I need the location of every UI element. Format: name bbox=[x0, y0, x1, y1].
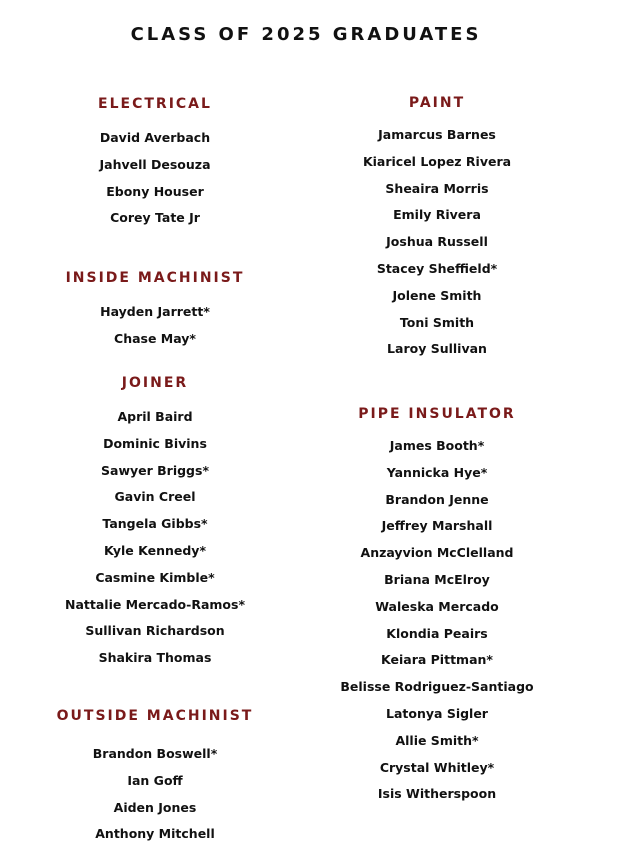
page-title: CLASS OF 2025 GRADUATES bbox=[130, 24, 482, 45]
name-list bbox=[30, 741, 280, 848]
section-paint bbox=[312, 93, 562, 363]
graduate-name: Jahvell Desouza bbox=[99, 156, 211, 172]
graduate-name: Casmine Kimble* bbox=[95, 569, 215, 585]
graduate-name: Sullivan Richardson bbox=[85, 623, 225, 639]
graduate-name: Laroy Sullivan bbox=[387, 341, 487, 357]
name-list bbox=[30, 125, 280, 232]
graduate-name: Ian Goff bbox=[127, 772, 183, 788]
graduate-name: Joshua Russell bbox=[386, 234, 488, 250]
graduate-name: Kyle Kennedy* bbox=[103, 542, 206, 558]
graduate-name: Brandon Boswell* bbox=[92, 746, 218, 761]
section-heading: PAINT bbox=[408, 95, 466, 111]
section-heading: INSIDE MACHINIST bbox=[65, 270, 245, 286]
graduate-name: Jeffrey Marshall bbox=[381, 518, 493, 534]
name-list bbox=[312, 122, 562, 363]
graduate-name: Corey Tate Jr bbox=[110, 210, 200, 226]
graduate-name: Sheaira Morris bbox=[385, 180, 489, 196]
graduate-name: Crystal Whitley* bbox=[379, 759, 495, 775]
graduate-name: Hayden Jarrett* bbox=[100, 304, 210, 319]
section-heading: JOINER bbox=[121, 375, 189, 391]
section-pipe-insulator bbox=[312, 404, 562, 808]
section-electrical bbox=[30, 94, 280, 232]
graduate-name: Aiden Jones bbox=[113, 799, 197, 815]
section-outside-machinist bbox=[30, 706, 280, 848]
graduate-name: Brandon Jenne bbox=[385, 491, 489, 507]
graduate-name: Chase May* bbox=[114, 330, 196, 346]
graduate-name: Latonya Sigler bbox=[386, 705, 488, 721]
section-heading: ELECTRICAL bbox=[98, 96, 212, 112]
section-joiner bbox=[30, 373, 280, 672]
graduate-name: Sawyer Briggs* bbox=[101, 462, 209, 478]
graduate-name: Shakira Thomas bbox=[98, 650, 212, 666]
graduate-name: Waleska Mercado bbox=[375, 598, 499, 614]
graduate-name: Keiara Pittman* bbox=[381, 652, 493, 668]
name-list bbox=[30, 404, 280, 672]
graduate-name: Tangela Gibbs* bbox=[102, 516, 208, 532]
graduate-name: Yannicka Hye* bbox=[386, 464, 488, 480]
graduate-name: Anzayvion McClelland bbox=[360, 545, 514, 561]
graduate-name: Nattalie Mercado-Ramos* bbox=[65, 596, 245, 612]
graduate-name: Isis Witherspoon bbox=[377, 786, 497, 802]
section-heading: PIPE INSULATOR bbox=[358, 406, 516, 422]
graduate-name: David Averbach bbox=[99, 130, 211, 145]
graduate-name: Dominic Bivins bbox=[103, 435, 207, 451]
name-list bbox=[30, 299, 280, 353]
graduate-name: Klondia Peairs bbox=[386, 625, 488, 641]
graduate-name: Allie Smith* bbox=[395, 732, 479, 748]
graduate-name: Ebony Houser bbox=[106, 183, 204, 199]
graduate-name: Gavin Creel bbox=[114, 489, 196, 505]
section-inside-machinist bbox=[30, 268, 280, 353]
graduate-name: Emily Rivera bbox=[393, 207, 481, 223]
graduate-name: Belisse Rodriguez-Santiago bbox=[340, 679, 534, 695]
graduate-name: April Baird bbox=[117, 409, 193, 424]
graduate-name: Stacey Sheffield* bbox=[376, 260, 498, 276]
graduate-name: Jolene Smith bbox=[392, 287, 482, 303]
graduate-name: Jamarcus Barnes bbox=[378, 127, 496, 142]
graduate-name: Briana McElroy bbox=[384, 571, 490, 587]
graduate-name: James Booth* bbox=[389, 438, 485, 453]
graduate-name: Kiaricel Lopez Rivera bbox=[362, 153, 512, 169]
section-heading: OUTSIDE MACHINIST bbox=[56, 708, 254, 724]
graduate-name: Toni Smith bbox=[399, 314, 475, 330]
graduate-name: Anthony Mitchell bbox=[95, 826, 215, 842]
name-list bbox=[312, 433, 562, 808]
